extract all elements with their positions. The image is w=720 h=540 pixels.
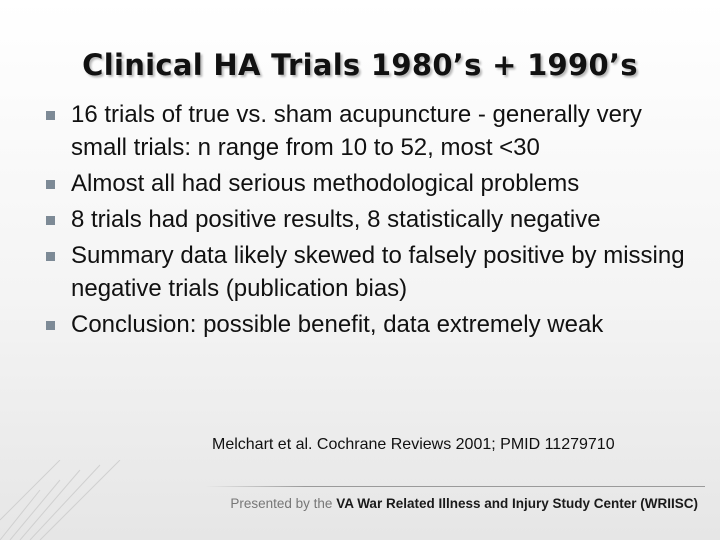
bullet-item bbox=[46, 239, 696, 305]
square-bullet-icon bbox=[46, 252, 55, 261]
bullet-text: 8 trials had positive results, 8 statistically negative bbox=[71, 206, 601, 233]
bullet-item bbox=[46, 308, 696, 341]
bullet-item bbox=[46, 167, 696, 200]
slide-title: Clinical HA Trials 1980’s + 1990’s bbox=[82, 48, 638, 82]
footer bbox=[230, 496, 698, 511]
footer-organization: VA War Related Illness and Injury Study Center (WRIISC) bbox=[336, 496, 698, 511]
footer-divider bbox=[205, 486, 705, 487]
square-bullet-icon bbox=[46, 216, 55, 225]
bullet-item bbox=[46, 203, 696, 236]
bullet-text: 16 trials of true vs. sham acupuncture - generally very small trials: n range from 10 to 52, most <30 bbox=[71, 101, 642, 161]
square-bullet-icon bbox=[46, 111, 55, 120]
square-bullet-icon bbox=[46, 321, 55, 330]
square-bullet-icon bbox=[46, 180, 55, 189]
bullet-text: Almost all had serious methodological problems bbox=[71, 170, 580, 197]
decorative-corner-lines bbox=[0, 460, 230, 540]
bullet-text: Conclusion: possible benefit, data extremely weak bbox=[71, 311, 604, 338]
bullet-list bbox=[46, 98, 696, 344]
bullet-text: Summary data likely skewed to falsely positive by missing negative trials (publication bias) bbox=[71, 242, 685, 302]
citation: Melchart et al. Cochrane Reviews 2001; PMID 11279710 bbox=[212, 436, 615, 453]
footer-prefix: Presented by the bbox=[230, 496, 337, 511]
bullet-item bbox=[46, 98, 696, 164]
